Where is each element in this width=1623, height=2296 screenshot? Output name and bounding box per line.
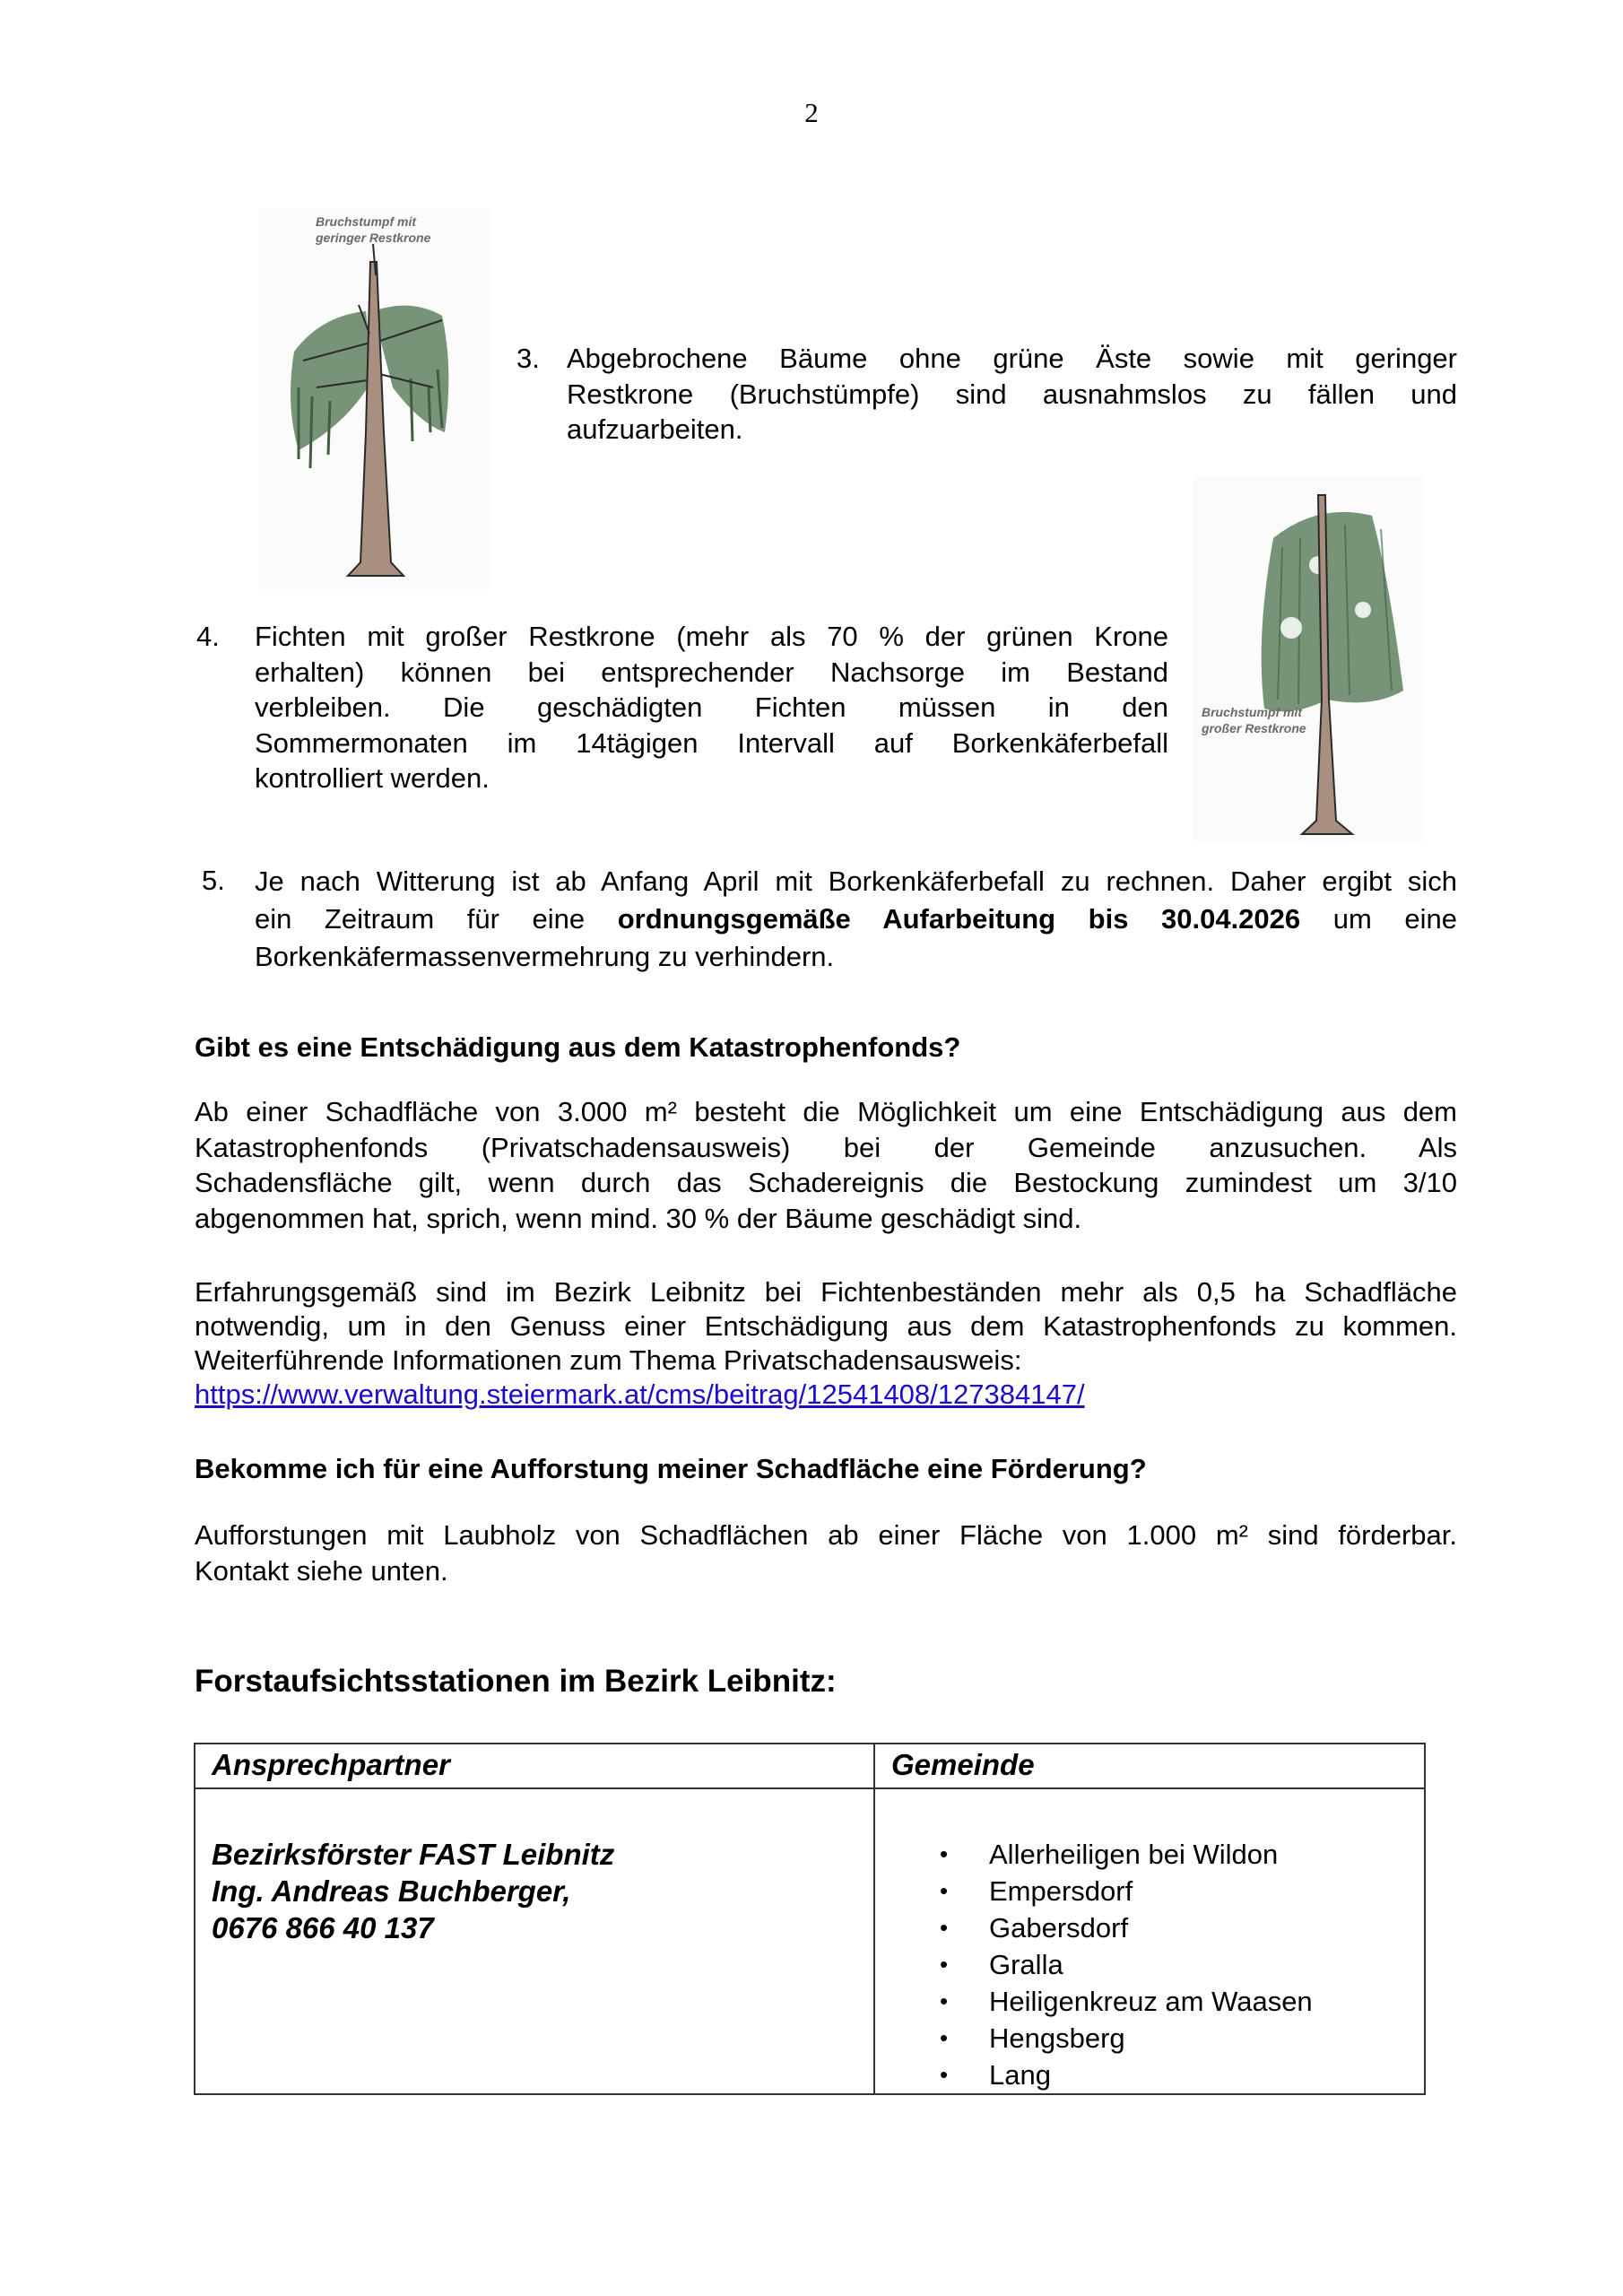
bullet-icon: • (940, 1877, 949, 1904)
list-number: 3. (516, 343, 540, 374)
figure-broken-tree-small-crown (258, 208, 491, 589)
table-header-row (195, 1744, 1425, 1788)
caption-line: Bruchstumpf mit (316, 214, 416, 229)
list-item-3-text (567, 341, 1457, 448)
list-item (940, 1873, 1424, 1909)
bullet-icon: • (940, 2024, 949, 2051)
bullet-icon: • (940, 1840, 949, 1867)
text-line: Abgebrochene Bäume ohne grüne Äste sowie mit geringer (567, 343, 1457, 374)
paragraph-katastrophenfonds (195, 1094, 1457, 1236)
privatschadensausweis-link[interactable]: https://www.verwaltung.steiermark.at/cms/beitrag/12541408/127384147/ (195, 1378, 1085, 1410)
column-header-gemeinde: Gemeinde (874, 1744, 1425, 1788)
list-item (940, 1836, 1424, 1873)
deadline-emphasis: ordnungsgemäße Aufarbeitung bis 30.04.2026 (617, 903, 1301, 935)
table-row (195, 1788, 1425, 2094)
text-line: Erfahrungsgemäß sind im Bezirk Leibnitz bei Fichtenbeständen mehr als 0,5 ha Schadfläche (195, 1276, 1457, 1308)
bullet-icon: • (940, 1951, 949, 1978)
text-line: Je nach Witterung ist ab Anfang April mit Borkenkäferbefall zu rechnen. Daher ergibt sich (255, 865, 1457, 897)
heading-forstaufsichtsstationen: Forstaufsichtsstationen im Bezirk Leibnitz: (195, 1664, 837, 1699)
list-item (940, 2020, 1424, 2057)
text-line: Borkenkäfermassenvermehrung zu verhindern. (255, 941, 835, 972)
text-line: Restkrone (Bruchstümpfe) sind ausnahmslos zu fällen und (567, 378, 1457, 410)
list-number: 5. (202, 865, 225, 896)
figure-broken-tree-large-crown (1193, 475, 1424, 841)
list-item-4-text (255, 619, 1168, 796)
contact-title: Bezirksförster FAST Leibnitz (212, 1838, 615, 1871)
text-line: Kontakt siehe unten. (195, 1554, 448, 1587)
text-line: Weiterführende Informationen zum Thema Privatschadensausweis: (195, 1344, 1022, 1376)
bullet-icon: • (940, 1987, 949, 2014)
municipality-name: Allerheiligen bei Wildon (989, 1839, 1279, 1870)
list-item-5-text (255, 863, 1457, 976)
figure-caption (1202, 704, 1336, 736)
caption-line: geringer Restkrone (316, 230, 431, 245)
text-line: kontrolliert werden. (255, 762, 490, 794)
paragraph-aufforstung (195, 1518, 1457, 1588)
bullet-icon: • (940, 1914, 949, 1941)
text-line: Sommermonaten im 14tägigen Intervall auf Borkenkäferbefall (255, 726, 1168, 759)
text-line: Schadensfläche gilt, wenn durch das Schadereignis die Bestockung zumindest um 3/10 (195, 1167, 1457, 1198)
heading-katastrophenfonds: Gibt es eine Entschädigung aus dem Katastrophenfonds? (195, 1031, 961, 1063)
municipality-list (875, 1789, 1424, 2093)
municipality-name: Empersdorf (989, 1875, 1133, 1907)
column-header-ansprechpartner: Ansprechpartner (195, 1744, 874, 1788)
municipality-name: Gabersdorf (989, 1912, 1129, 1944)
text-span: um eine (1332, 903, 1457, 935)
contact-phone: 0676 866 40 137 (212, 1911, 434, 1944)
caption-line: Bruchstumpf mit (1202, 705, 1302, 719)
list-item (940, 1946, 1424, 1983)
municipality-name: Lang (989, 2059, 1051, 2091)
text-span: ein Zeitraum für eine (255, 903, 586, 935)
text-line (255, 900, 1457, 938)
list-item (940, 1909, 1424, 1946)
municipality-name: Gralla (989, 1949, 1063, 1980)
text-line: verbleiben. Die geschädigten Fichten müssen in den (255, 691, 1168, 723)
municipalities-cell (874, 1788, 1425, 2094)
text-line: aufzuarbeiten. (567, 413, 743, 445)
paragraph-leibnitz-experience (195, 1275, 1457, 1412)
tree-broken-small-crown-icon (258, 208, 491, 589)
contact-block (195, 1789, 873, 1946)
contact-name: Ing. Andreas Buchberger, (212, 1874, 571, 1908)
list-item (940, 1983, 1424, 2020)
municipality-name: Heiligenkreuz am Waasen (989, 1986, 1313, 2017)
tree-broken-large-crown-icon (1193, 475, 1424, 841)
stations-table (194, 1743, 1426, 2095)
contact-cell (195, 1788, 874, 2094)
caption-line: großer Restkrone (1202, 721, 1306, 735)
page-number: 2 (804, 97, 819, 128)
text-line: Fichten mit großer Restkrone (mehr als 70 % der grünen Krone (255, 621, 1168, 652)
text-line: abgenommen hat, sprich, wenn mind. 30 % der Bäume geschädigt sind. (195, 1202, 1082, 1234)
list-number: 4. (196, 621, 220, 652)
text-line: Katastrophenfonds (Privatschadensausweis) bei der Gemeinde anzusuchen. Als (195, 1131, 1457, 1163)
bullet-icon: • (940, 2061, 949, 2088)
text-line: Ab einer Schadfläche von 3.000 m² besteht die Möglichkeit um eine Entschädigung aus dem (195, 1096, 1457, 1127)
heading-aufforstung: Bekomme ich für eine Aufforstung meiner Schadfläche eine Förderung? (195, 1453, 1147, 1484)
text-line: notwendig, um in den Genuss einer Entschädigung aus dem Katastrophenfonds zu kommen. (195, 1310, 1457, 1342)
list-item (940, 2057, 1424, 2093)
municipality-name: Hengsberg (989, 2022, 1125, 2054)
text-line: Aufforstungen mit Laubholz von Schadflächen ab einer Fläche von 1.000 m² sind förderbar. (195, 1519, 1457, 1551)
text-line: erhalten) können bei entsprechender Nachsorge im Bestand (255, 656, 1168, 688)
